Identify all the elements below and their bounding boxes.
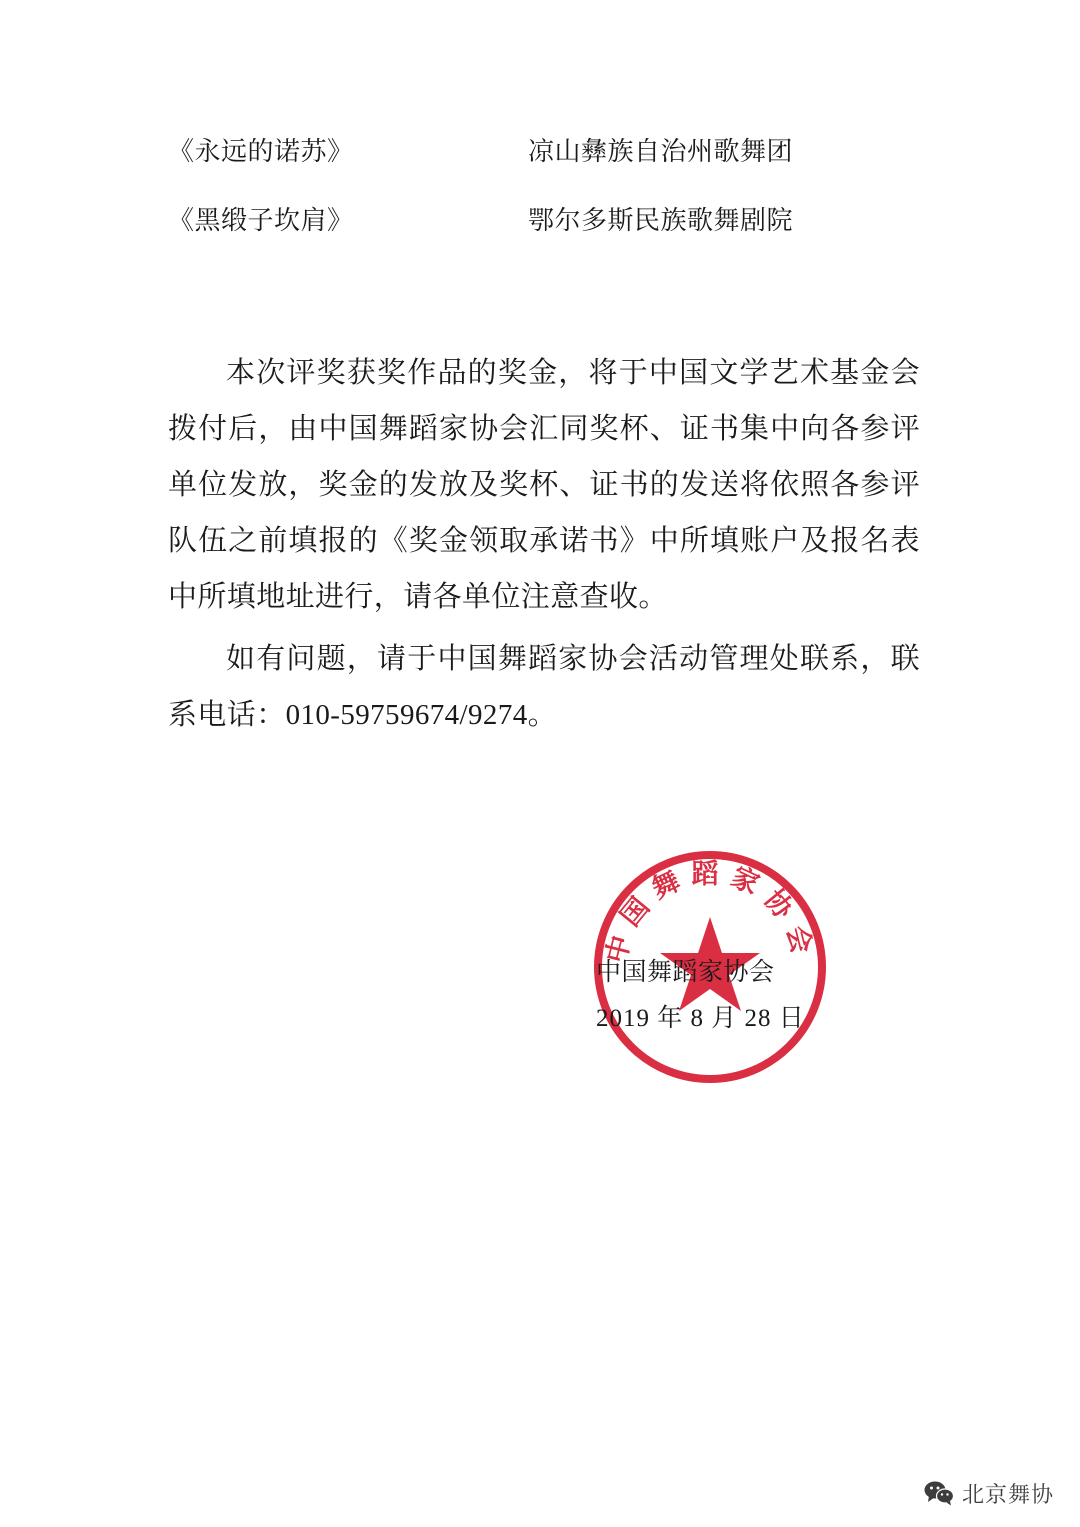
work-unit: 凉山彝族自治州歌舞团 [528, 137, 794, 166]
signature-org: 中国舞蹈家协会 [596, 959, 775, 986]
svg-text:中国舞蹈家协会: 中国舞蹈家协会 [600, 859, 820, 966]
work-unit: 鄂尔多斯民族歌舞剧院 [528, 206, 794, 235]
work-title: 《永远的诺苏》 [168, 137, 354, 166]
list-item [168, 201, 928, 240]
footer-brand-label: 北京舞协 [961, 1482, 1054, 1507]
signature-date: 2019 年 8 月 28 日 [596, 1005, 805, 1032]
list-item [168, 132, 928, 171]
body-text [168, 345, 920, 749]
paragraph-1: 本次评奖获奖作品的奖金，将于中国文学艺术基金会拨付后，由中国舞蹈家协会汇同奖杯、证书集中向各参评单位发放，奖金的发放及奖杯、证书的发送将依照各参评队伍之前填报的《奖金领取承诺书》中所填账户及报名表中所填地址进行，请各单位注意查收。 [168, 357, 920, 613]
paragraph-2: 如有问题，请于中国舞蹈家协会活动管理处联系，联系电话：010-59759674/9274。 [168, 643, 920, 731]
wechat-icon [924, 1481, 954, 1506]
footer-brand [924, 1478, 1054, 1509]
works-list [168, 132, 928, 270]
signature-block [596, 950, 856, 1042]
work-title: 《黑缎子坎肩》 [168, 206, 354, 235]
